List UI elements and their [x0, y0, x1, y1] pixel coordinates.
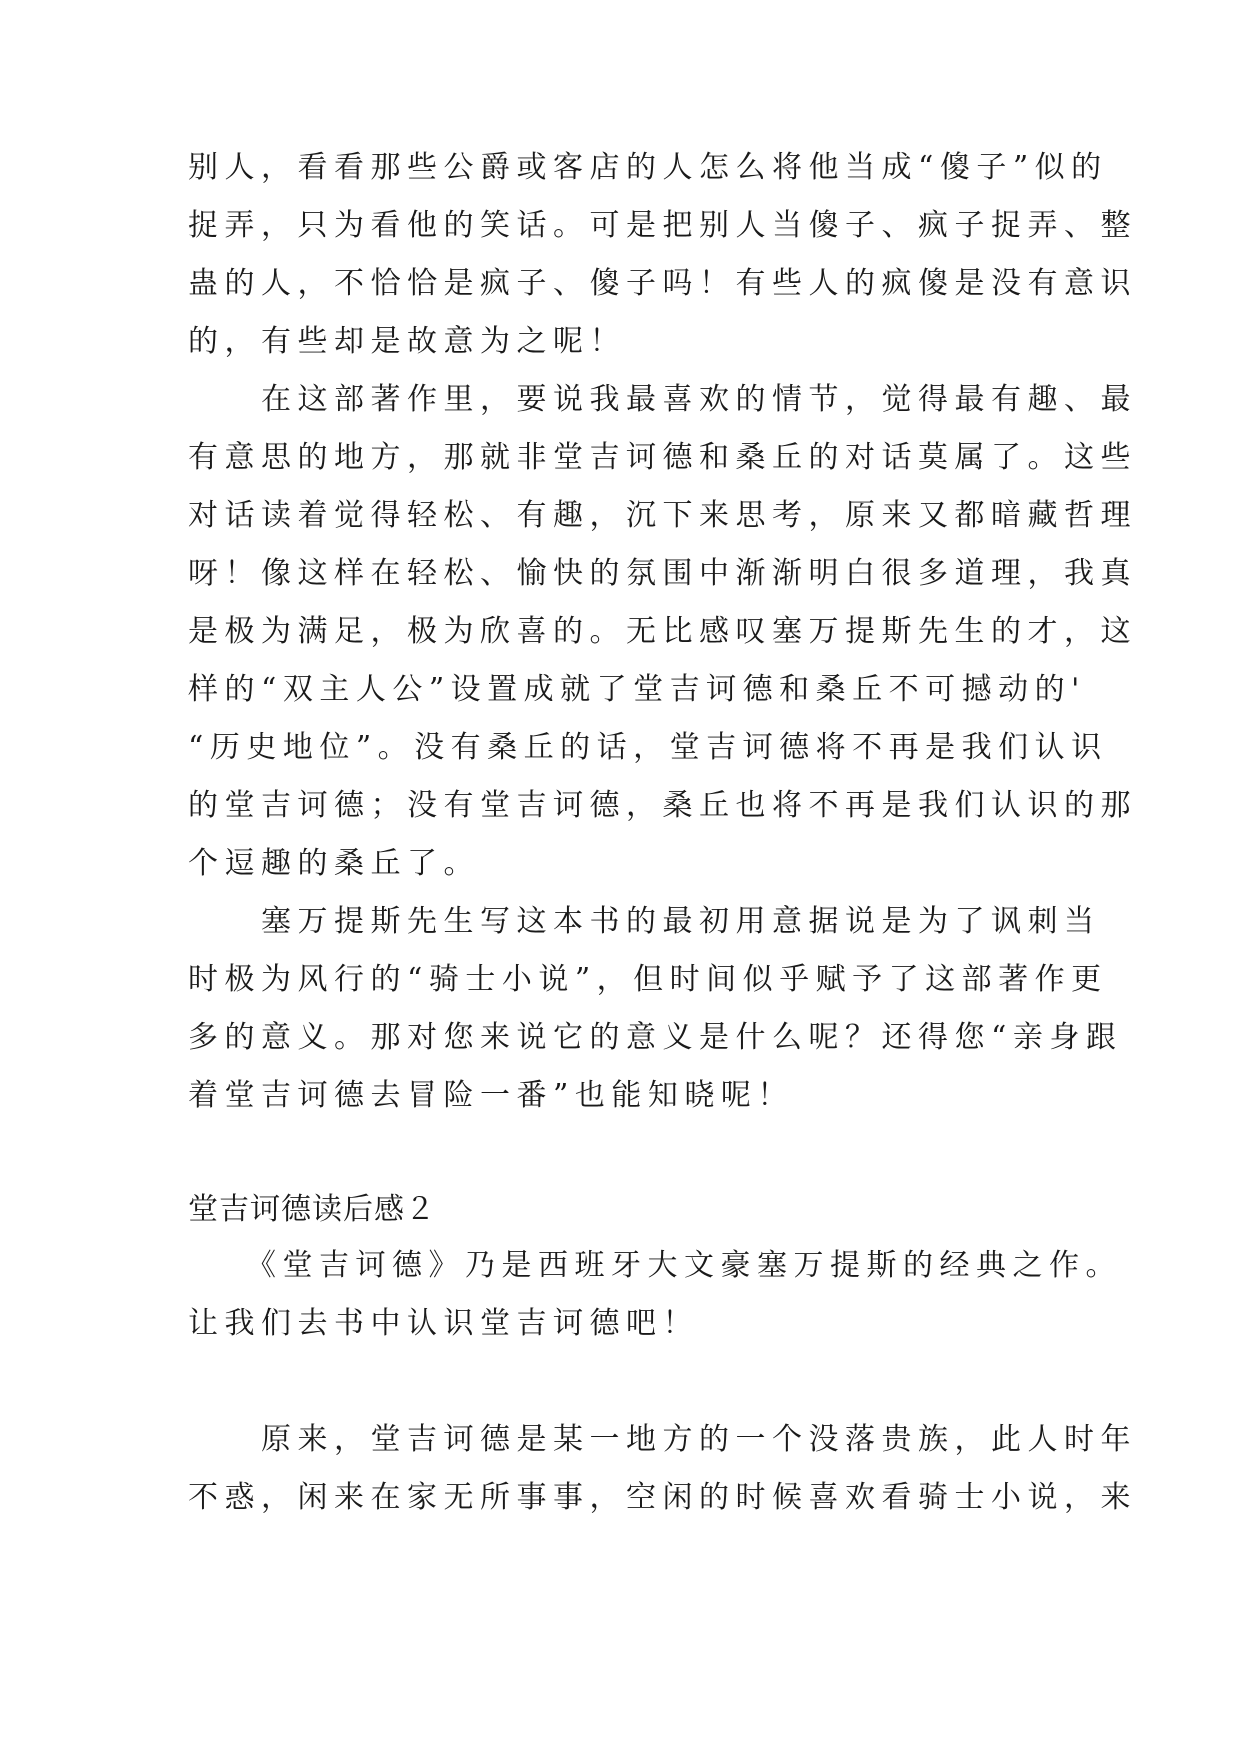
text-line: 让我们去书中认识堂吉诃德吧！: [188, 1306, 699, 1341]
text-line: 对话读着觉得轻松、有趣，沉下来思考，原来又都暗藏哲理: [188, 498, 1137, 533]
section-heading: 堂吉诃德读后感２: [188, 1192, 436, 1227]
text-line: 有意思的地方，那就非堂吉诃德和桑丘的对话莫属了。这些: [188, 440, 1137, 475]
text-line: 着堂吉诃德去冒险一番”也能知晓呢！: [188, 1078, 794, 1113]
text-line: 多的意义。那对您来说它的意义是什么呢？还得您“亲身跟: [188, 1020, 1123, 1055]
text-line: 《堂吉诃德》乃是西班牙大文豪塞万提斯的经典之作。: [188, 1248, 1122, 1283]
text-line: 个逗趣的桑丘了。: [188, 846, 480, 881]
text-line: 捉弄，只为看他的笑话。可是把别人当傻子、疯子捉弄、整: [188, 208, 1137, 243]
text-line: 的，有些却是故意为之呢！: [188, 324, 626, 359]
text-line: “历史地位”。没有桑丘的话，堂吉诃德将不再是我们认识: [188, 730, 1108, 765]
text-line: 在这部著作里，要说我最喜欢的情节，觉得最有趣、最: [188, 382, 1137, 417]
text-line: 样的“双主人公”设置成就了堂吉诃德和桑丘不可撼动的': [188, 672, 1086, 707]
text-line: 时极为风行的“骑士小说”，但时间似乎赋予了这部著作更: [188, 962, 1108, 997]
text-line: 不惑，闲来在家无所事事，空闲的时候喜欢看骑士小说，来: [188, 1480, 1137, 1515]
text-line: 的堂吉诃德；没有堂吉诃德，桑丘也将不再是我们认识的那: [188, 788, 1137, 823]
text-line: 是极为满足，极为欣喜的。无比感叹塞万提斯先生的才，这: [188, 614, 1137, 649]
text-line: 塞万提斯先生写这本书的最初用意据说是为了讽刺当: [188, 904, 1101, 939]
text-line: 蛊的人，不恰恰是疯子、傻子吗！有些人的疯傻是没有意识: [188, 266, 1137, 301]
text-line: 呀！像这样在轻松、愉快的氛围中渐渐明白很多道理，我真: [188, 556, 1137, 591]
text-line: 别人，看看那些公爵或客店的人怎么将他当成“傻子”似的: [188, 150, 1108, 185]
text-line: 原来，堂吉诃德是某一地方的一个没落贵族，此人时年: [188, 1422, 1137, 1457]
